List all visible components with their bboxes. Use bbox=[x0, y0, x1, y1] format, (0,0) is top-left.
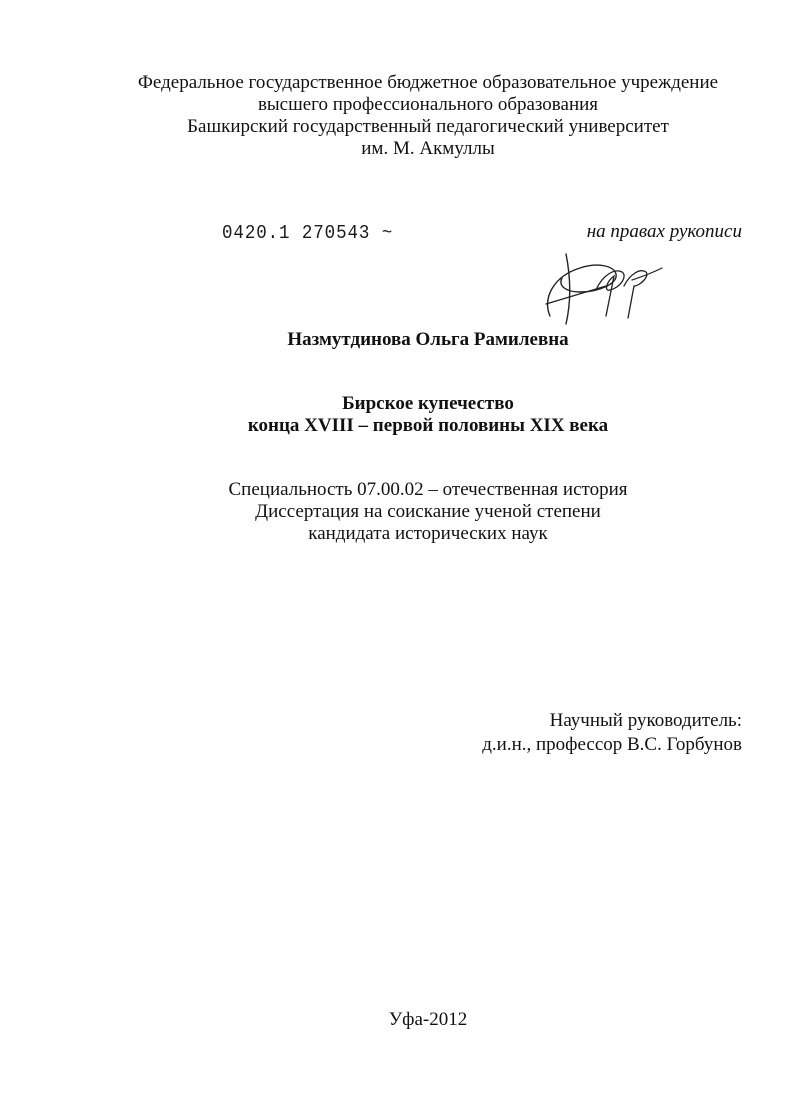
institution-line-3: Башкирский государственный педагогический университет bbox=[187, 116, 669, 137]
specialty-line-2: Диссертация на соискание ученой степени bbox=[255, 501, 601, 522]
manuscript-note: на правах рукописи bbox=[586, 221, 742, 242]
institution-line-1: Федеральное государственное бюджетное образовательное учреждение bbox=[137, 72, 719, 93]
author-name: Назмутдинова Ольга Рамилевна bbox=[287, 329, 569, 350]
place-year: Уфа-2012 bbox=[388, 1009, 468, 1030]
institution-line-4: им. М. Акмуллы bbox=[361, 138, 495, 159]
dissertation-title-line-2: конца XVIII – первой половины XIX века bbox=[247, 415, 609, 436]
author-signature bbox=[536, 246, 666, 328]
institution-line-2: высшего профессионального образования bbox=[257, 94, 599, 115]
specialty-line-1: Специальность 07.00.02 – отечественная история bbox=[228, 479, 628, 500]
dissertation-title-line-1: Бирское купечество bbox=[342, 393, 514, 414]
archive-code-stamp: 0420.1 270543 ~ bbox=[222, 222, 394, 244]
supervisor-name: д.и.н., профессор В.С. Горбунов bbox=[482, 734, 742, 755]
supervisor-label: Научный руководитель: bbox=[549, 710, 742, 731]
specialty-line-3: кандидата исторических наук bbox=[308, 523, 548, 544]
